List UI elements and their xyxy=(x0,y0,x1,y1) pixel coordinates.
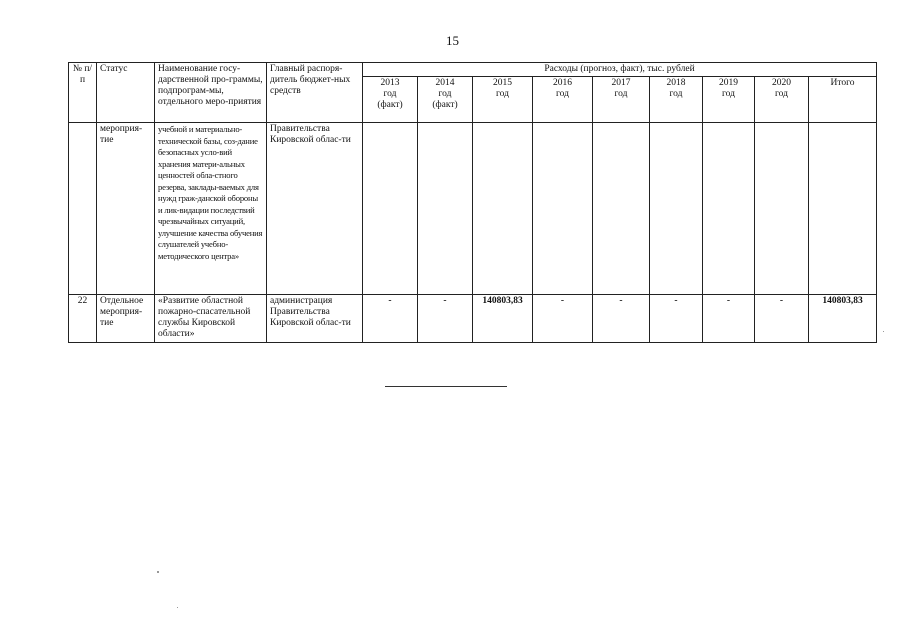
row-value-2020 xyxy=(755,123,809,295)
row-value-2015 xyxy=(473,123,533,295)
row-admin: Правительства Кировской облас-ти xyxy=(267,123,363,295)
header-year-2020 xyxy=(755,77,809,123)
header-year-2018 xyxy=(650,77,703,123)
row-value-2015: 140803,83 xyxy=(473,295,533,343)
table-row xyxy=(69,295,877,343)
year-note: (факт) xyxy=(377,100,403,110)
header-year-2015 xyxy=(473,77,533,123)
scan-speck xyxy=(177,607,178,608)
year-unit: год xyxy=(556,89,569,99)
header-total: Итого xyxy=(809,77,877,123)
row-admin: администрация Правительства Кировской облас-ти xyxy=(267,295,363,343)
year-label: 2017 xyxy=(611,78,631,88)
row-total: 140803,83 xyxy=(809,295,877,343)
year-unit: год xyxy=(775,89,788,99)
row-value-2018 xyxy=(650,123,703,295)
row-value-2017 xyxy=(593,123,650,295)
row-value-2020: - xyxy=(755,295,809,343)
year-label: 2020 xyxy=(772,78,791,88)
row-num: 22 xyxy=(69,295,97,343)
row-name: учебной и материально-технической базы, соз-дание безопасных усло-вий хранения матери-альных ценностей обла-стного резерва, заклады-ваемых для нужд граж-данской обороны и лик-видации последствий чрезвычайных ситуаций, улучшение качества обучения слушателей учебно-методического центра» xyxy=(155,123,267,295)
header-row-1 xyxy=(69,63,877,77)
header-year-2014 xyxy=(418,77,473,123)
row-value-2017: - xyxy=(593,295,650,343)
year-unit: год xyxy=(496,89,509,99)
header-year-2016 xyxy=(533,77,593,123)
scan-speck xyxy=(883,331,884,332)
row-value-2016 xyxy=(533,123,593,295)
row-name: «Развитие областной пожарно-спасательной службы Кировской области» xyxy=(155,295,267,343)
year-note: (факт) xyxy=(432,100,458,110)
year-unit: год xyxy=(722,89,735,99)
header-year-2017 xyxy=(593,77,650,123)
row-value-2013 xyxy=(363,123,418,295)
year-unit: год xyxy=(438,89,452,99)
table-row xyxy=(69,123,877,295)
row-value-2014 xyxy=(418,123,473,295)
row-num xyxy=(69,123,97,295)
expenses-table xyxy=(68,62,877,343)
row-status: мероприя-тие xyxy=(97,123,155,295)
header-name: Наименование госу-дарственной про-граммы, подпрограм-мы, отдельного меро-приятия xyxy=(155,63,267,123)
year-label: 2013 xyxy=(380,78,400,88)
year-label: 2015 xyxy=(493,78,512,88)
header-num: № п/п xyxy=(69,63,97,123)
row-status: Отдельное мероприя-тие xyxy=(97,295,155,343)
closing-rule xyxy=(385,386,507,387)
year-label: 2019 xyxy=(719,78,738,88)
header-year-2013 xyxy=(363,77,418,123)
row-value-2019 xyxy=(703,123,755,295)
row-value-2013: - xyxy=(363,295,418,343)
year-label: 2014 xyxy=(435,78,455,88)
row-value-2019: - xyxy=(703,295,755,343)
row-value-2014: - xyxy=(418,295,473,343)
header-year-2019 xyxy=(703,77,755,123)
header-expenses: Расходы (прогноз, факт), тыс. рублей xyxy=(363,63,877,77)
row-total xyxy=(809,123,877,295)
scan-speck xyxy=(157,571,159,573)
header-admin: Главный распоря-дитель бюджет-ных средств xyxy=(267,63,363,123)
row-value-2016: - xyxy=(533,295,593,343)
year-unit: год xyxy=(669,89,683,99)
year-unit: год xyxy=(614,89,628,99)
year-label: 2018 xyxy=(666,78,686,88)
year-unit: год xyxy=(383,89,397,99)
page-number: 15 xyxy=(446,33,459,48)
year-label: 2016 xyxy=(553,78,572,88)
row-value-2018: - xyxy=(650,295,703,343)
header-status: Статус xyxy=(97,63,155,123)
